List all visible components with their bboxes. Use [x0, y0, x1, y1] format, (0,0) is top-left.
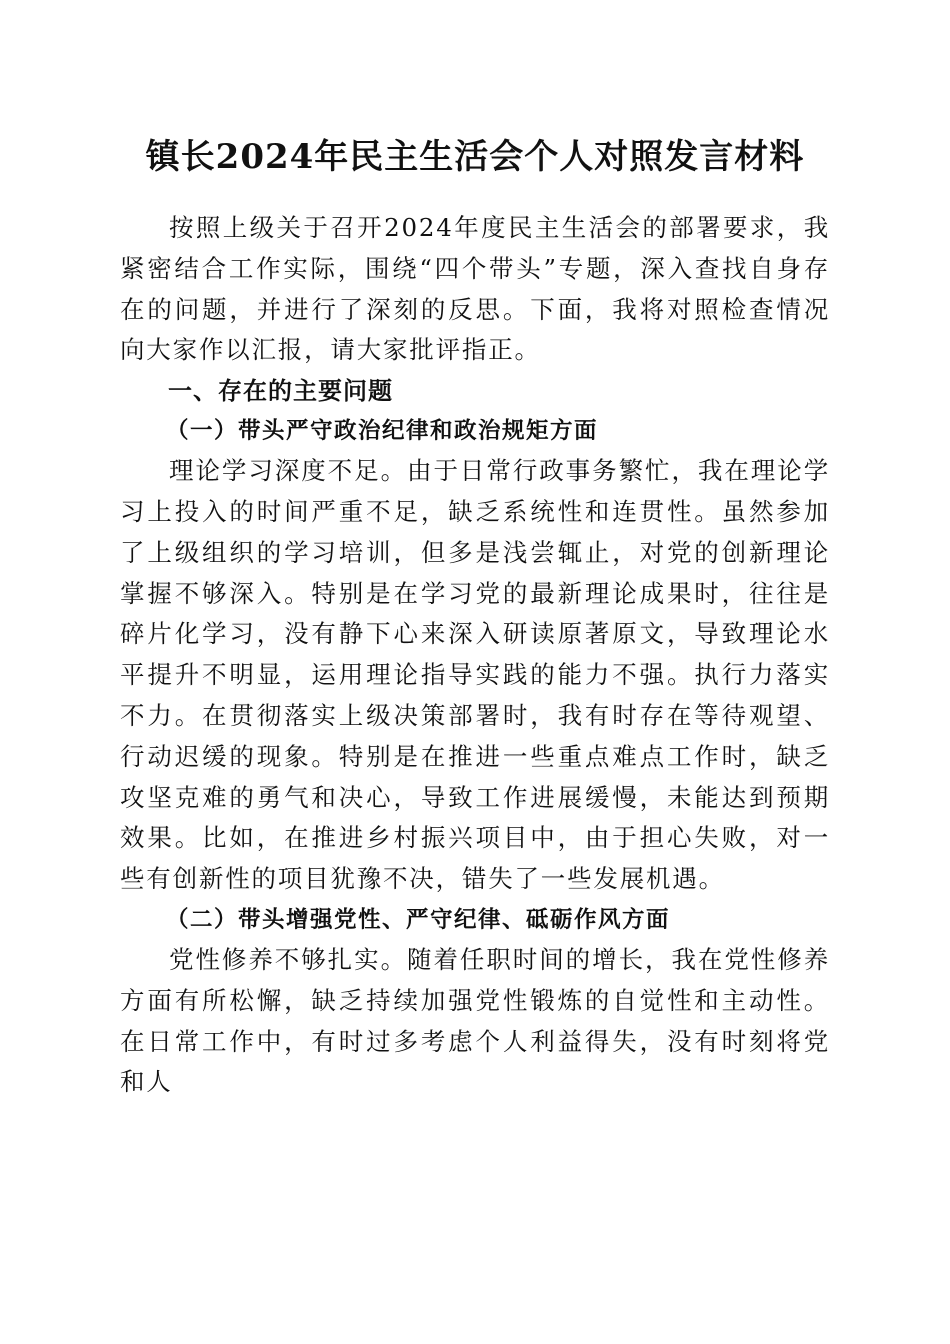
- subsection-heading-1: （一）带头严守政治纪律和政治规矩方面: [166, 418, 599, 445]
- subsection-1-paragraph: 理论学习深度不足。由于日常行政事务繁忙，我在理论学习上投入的时间严重不足，缺乏系统性和连贯性。虽然参加了上级组织的学习培训，但多是浅尝辄止，对党的创新理论掌握不够深入。特别是在学习党的最新理论成果时，往往是碎片化学习，没有静下心来深入研读原著原文，导致理论水平提升不明显，运用理论指导实践的能力不强。执行力落实不力。在贯彻落实上级决策部署时，我有时存在等待观望、行动迟缓的现象。特别是在推进一些重点难点工作时，缺乏攻坚克难的勇气和决心，导致工作进展缓慢，未能达到预期效果。比如，在推进乡村振兴项目中，由于担心失败，对一些有创新性的项目犹豫不决，错失了一些发展机遇。: [120, 456, 830, 894]
- document-title: 镇长2024年民主生活会个人对照发言材料: [145, 137, 805, 177]
- intro-paragraph: 按照上级关于召开2024年度民主生活会的部署要求，我紧密结合工作实际，围绕“四个带头”专题，深入查找自身存在的问题，并进行了深刻的反思。下面，我将对照检查情况向大家作以汇报，请大家批评指正。: [120, 213, 830, 365]
- subsection-2-paragraph: 党性修养不够扎实。随着任职时间的增长，我在党性修养方面有所松懈，缺乏持续加强党性锻炼的自觉性和主动性。在日常工作中，有时过多考虑个人利益得失，没有时刻将党和人: [120, 944, 830, 1097]
- section-heading: 一、存在的主要问题: [168, 377, 393, 406]
- subsection-heading-2: （二）带头增强党性、严守纪律、砥砺作风方面: [166, 906, 671, 933]
- document-body: [120, 208, 830, 1103]
